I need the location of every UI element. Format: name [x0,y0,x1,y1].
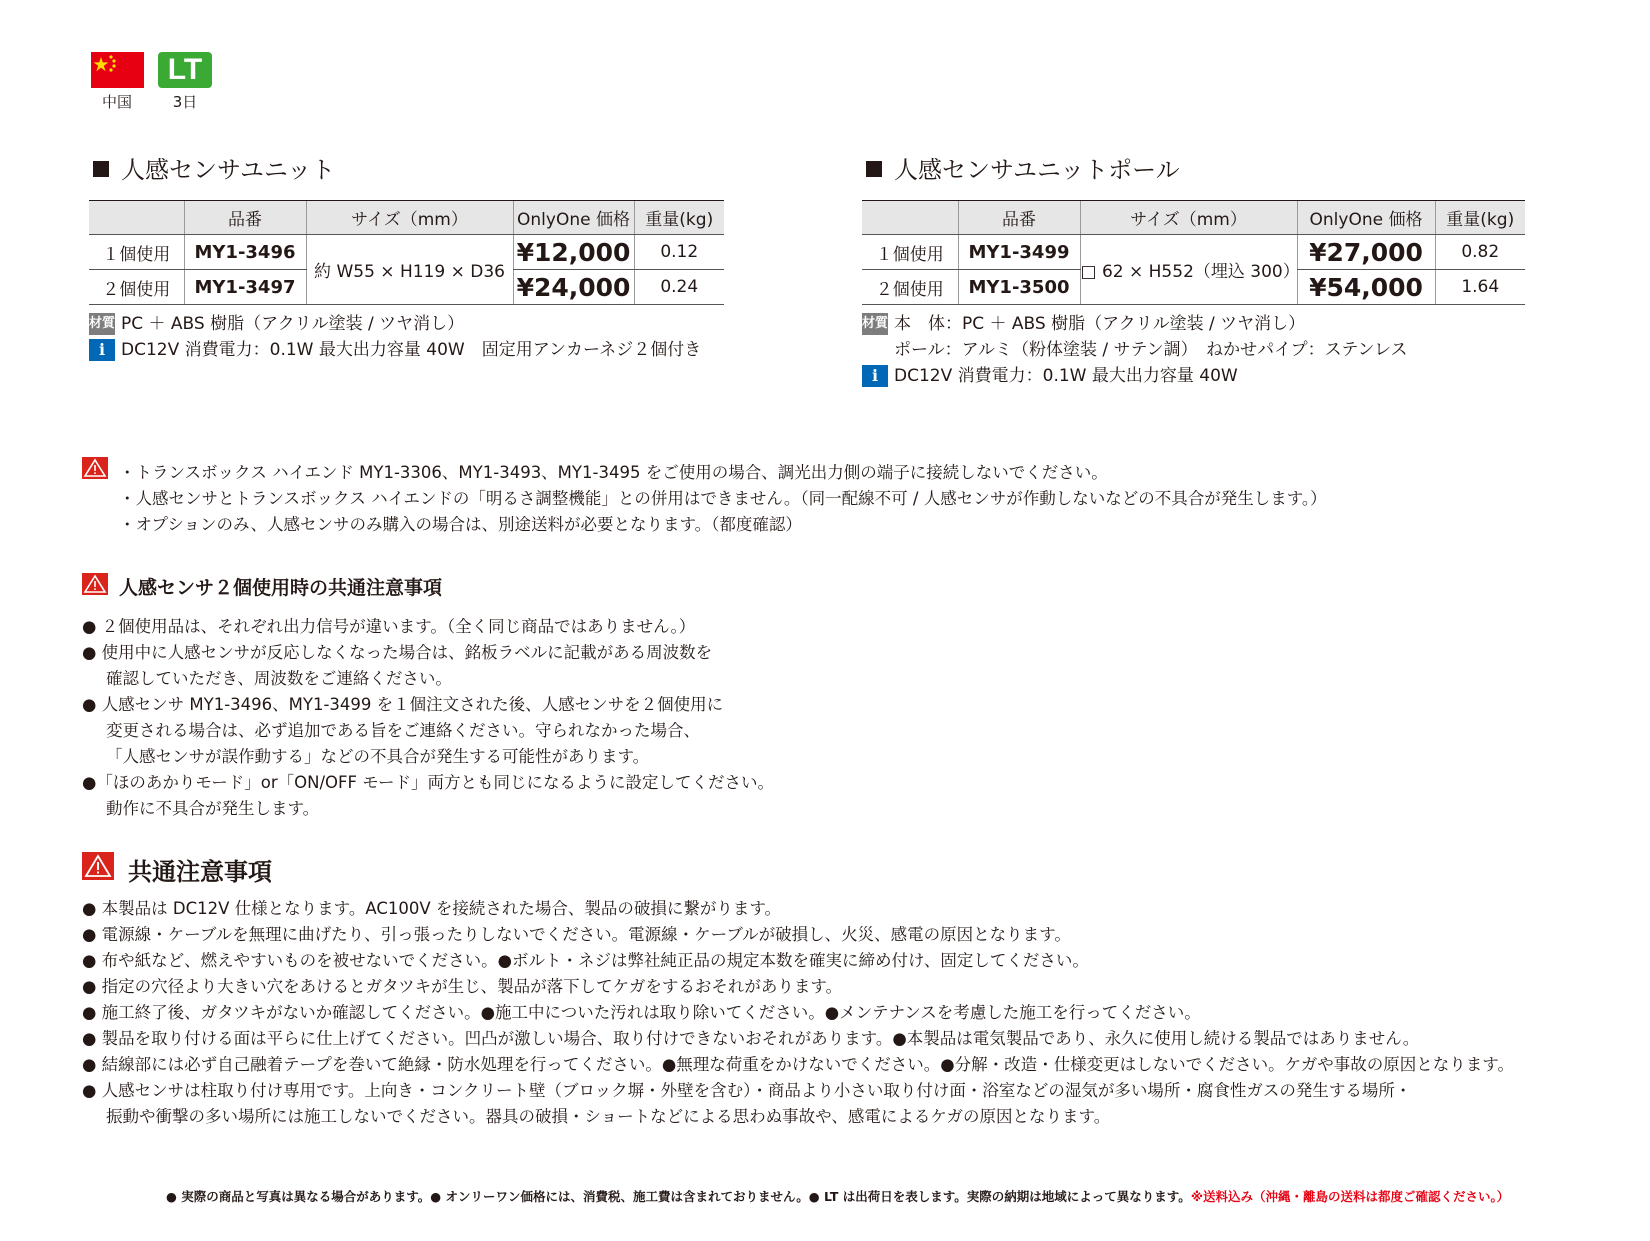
common-caution-line: ● 電源線・ケーブルを無理に曲げたり、引っ張ったりしないでください。電源線・ケーブルが破損し、火災、感電の原因となります。 [82,925,1071,944]
table-header: 品番 [184,201,306,235]
origin-label: 中国 [101,93,132,111]
caution-line: ・オプションのみ、人感センサのみ購入の場合は、別途送料が必要となります。（都度確認） [119,515,802,534]
spec-table-sensor-pole [862,200,1525,305]
usage-cell: ２個使用 [89,270,184,305]
price-cell: ¥24,000 [513,270,634,305]
material-note-pole: ポール：アルミ（粉体塗装 / サテン調） ねかせパイプ：ステンレス [894,340,1408,360]
table-header: サイズ（mm） [306,201,513,235]
footer-shipping-note: ※送料込み（沖縄・離島の送料は都度ご確認ください。） [1190,1189,1510,1204]
size-cell: □ 62 × H552（埋込 300） [1080,235,1297,305]
part-number-cell: MY1-3496 [184,235,306,270]
footer-note: ● 実際の商品と写真は異なる場合があります。● オンリーワン価格には、消費税、施工費は含まれておりません。● LT は出荷日を表します。実際の納期は地域によって異なります。※送料込み（沖縄・離島の送料は都度ご確認ください。） [166,1189,1510,1204]
usage-cell: ２個使用 [862,270,958,305]
common-caution-line: ● 施工終了後、ガタツキがないか確認してください。●施工中についた汚れは取り除いてください。●メンテナンスを考慮した施工を行ってください。 [82,1003,1201,1022]
weight-cell: 0.82 [1435,235,1525,270]
common-caution-line: ● 指定の穴径より大きい穴をあけるとガタツキが生じ、製品が落下してケガをするおそれがあります。 [82,977,842,996]
sensor-caution-line: ● 人感センサ MY1-3496、MY1-3499 を１個注文された後、人感センサを２個使用に [82,695,724,714]
warning-icon [82,457,108,479]
table-header: 重量(kg) [634,201,724,235]
table-header: サイズ（mm） [1080,201,1297,235]
table-header [862,201,958,235]
sensor-caution-line: ● 使用中に人感センサが反応しなくなった場合は、銘板ラベルに記載がある周波数を [82,643,713,662]
sensor-caution-line: ●「ほのあかりモード」or「ON/OFF モード」両方とも同じになるように設定してください。 [82,773,775,792]
table-header: 品番 [958,201,1080,235]
info-icon: i [862,365,888,387]
warning-icon [82,852,114,880]
part-number-cell: MY1-3499 [958,235,1080,270]
usage-cell: １個使用 [862,235,958,270]
sensor-caution-line: ● ２個使用品は、それぞれ出力信号が違います。（全く同じ商品ではありません。） [82,617,696,636]
usage-cell: １個使用 [89,235,184,270]
table-header: 重量(kg) [1435,201,1525,235]
sensor-caution-line: 確認していただき、周波数をご連絡ください。 [106,669,452,688]
common-caution-line: ● 人感センサは柱取り付け専用です。上向き・コンクリート壁（ブロック塀・外壁を含む）・商品より小さい取り付け面・浴室などの湿気が多い場所・腐食性ガスの発生する場所・ [82,1081,1412,1100]
price-cell: ¥54,000 [1297,270,1435,305]
table-header-row [862,201,1525,235]
table-row [89,235,724,270]
size-cell: 約 W55 × H119 × D36 [306,235,513,305]
lead-time-label: 3日 [172,93,198,111]
material-icon: 材質 [862,313,888,335]
info-icon: i [89,339,115,361]
info-note: i DC12V 消費電力：0.1W 最大出力容量 40W 固定用アンカーネジ２個付き [89,335,701,361]
caution-line: ・トランスボックス ハイエンド MY1-3306、MY1-3493、MY1-3495 をご使用の場合、調光出力側の端子に接続しないでください。 [119,463,1108,482]
sensor-caution-line: 「人感センサが誤作動する」などの不具合が発生する可能性があります。 [106,747,650,766]
warning-icon [82,573,108,595]
common-caution-line: ● 結線部には必ず自己融着テープを巻いて絶縁・防水処理を行ってください。●無理な荷重をかけないでください。●分解・改造・仕様変更はしないでください。ケガや事故の原因となります。 [82,1055,1514,1074]
common-caution-line: ● 製品を取り付ける面は平らに仕上げてください。凹凸が激しい場合、取り付けできないおそれがあります。●本製品は電気製品であり、永久に使用し続ける製品ではありません。 [82,1029,1420,1048]
table-header: OnlyOne 価格 [1297,201,1435,235]
part-number-cell: MY1-3497 [184,270,306,305]
section-title-sensor-unit: 人感センサユニット [93,150,335,185]
part-number-cell: MY1-3500 [958,270,1080,305]
common-caution-line: ● 本製品は DC12V 仕様となります。AC100V を接続された場合、製品の破損に繋がります。 [82,899,782,918]
price-cell: ¥27,000 [1297,235,1435,270]
material-note: 材質 PC ＋ ABS 樹脂（アクリル塗装 / ツヤ消し） [89,314,465,334]
info-note: i DC12V 消費電力：0.1W 最大出力容量 40W [862,361,1238,387]
material-icon: 材質 [89,313,115,335]
table-row [862,235,1525,270]
table-header: OnlyOne 価格 [513,201,634,235]
price-cell: ¥12,000 [513,235,634,270]
common-caution-line: 振動や衝撃の多い場所には施工しないでください。器具の破損・ショートなどによる思わぬ事故や、感電によるケガの原因となります。 [106,1107,1111,1126]
sensor-caution-line: 変更される場合は、必ず追加である旨をご連絡ください。守られなかった場合、 [106,721,700,740]
caution-line: ・人感センサとトランスボックス ハイエンドの「明るさ調整機能」との併用はできません。（同一配線不可 / 人感センサが作動しないなどの不具合が発生します。） [119,489,1327,508]
table-header-row [89,201,724,235]
common-caution-line: ● 布や紙など、燃えやすいものを被せないでください。●ボルト・ネジは弊社純正品の規定本数を確実に締め付け、固定してください。 [82,951,1089,970]
material-note: 材質 本 体：PC ＋ ABS 樹脂（アクリル塗装 / ツヤ消し） [862,314,1306,334]
common-caution-title: 共通注意事項 [128,858,272,886]
sensor-caution-title: 人感センサ２個使用時の共通注意事項 [119,577,443,599]
china-flag-icon [91,52,144,88]
table-header [89,201,184,235]
weight-cell: 0.24 [634,270,724,305]
sensor-caution-line: 動作に不具合が発生します。 [106,799,320,818]
section-title-sensor-pole: 人感センサユニットポール [866,150,1180,185]
weight-cell: 1.64 [1435,270,1525,305]
spec-table-sensor-unit [89,200,724,305]
lead-time-badge: LT [158,52,212,88]
weight-cell: 0.12 [634,235,724,270]
